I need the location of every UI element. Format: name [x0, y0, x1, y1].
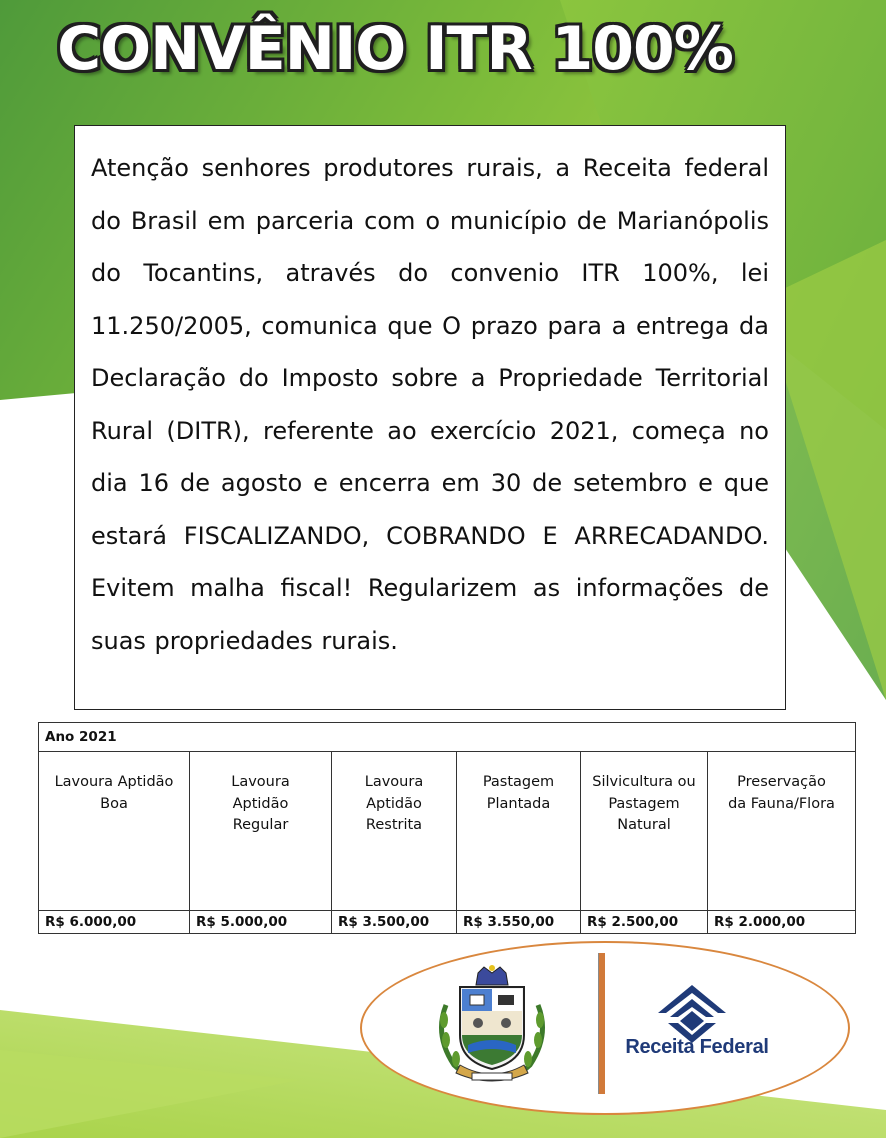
category-cell: Lavoura Aptidão Boa: [39, 752, 190, 911]
notice-text: Atenção senhores produtores rurais, a Receita federal do Brasil em parceria com o município de Marianópolis do Tocantins, através do convenio ITR 100%, lei 11.250/2005, comunica que O prazo para a entrega da Declaração do Imposto sobre a Propriedade Territorial Rural (DITR), referente ao exercício 2021, começa no dia 16 de agosto e encerra em 30 de setembro e que estará FISCALIZANDO, COBRANDO E ARRECADANDO. Evitem malha fiscal! Regularizem as informações de suas propriedades rurais.: [74, 125, 786, 710]
value-cell: R$ 3.500,00: [332, 911, 457, 934]
value-cell: R$ 5.000,00: [190, 911, 332, 934]
table-row: [39, 752, 856, 911]
year-label: Ano 2021: [39, 723, 856, 752]
category-cell: Preservação da Fauna/Flora: [708, 752, 856, 911]
value-cell: R$ 6.000,00: [39, 911, 190, 934]
logo-divider: [598, 953, 605, 1094]
receita-federal-label: Receita Federal: [625, 1036, 769, 1058]
itr-values-table: [38, 722, 856, 934]
receita-federal-icon: [650, 983, 734, 1043]
page-title: CONVÊNIO ITR 100%: [57, 14, 733, 84]
category-cell: Lavoura Aptidão Restrita: [332, 752, 457, 911]
municipal-crest-icon: [432, 965, 552, 1083]
category-cell: Silvicultura ou Pastagem Natural: [581, 752, 708, 911]
category-cell: Pastagem Plantada: [457, 752, 581, 911]
value-cell: R$ 3.550,00: [457, 911, 581, 934]
value-cell: R$ 2.500,00: [581, 911, 708, 934]
table-row: [39, 911, 856, 934]
table-header-row: [39, 723, 856, 752]
value-cell: R$ 2.000,00: [708, 911, 856, 934]
category-cell: Lavoura Aptidão Regular: [190, 752, 332, 911]
